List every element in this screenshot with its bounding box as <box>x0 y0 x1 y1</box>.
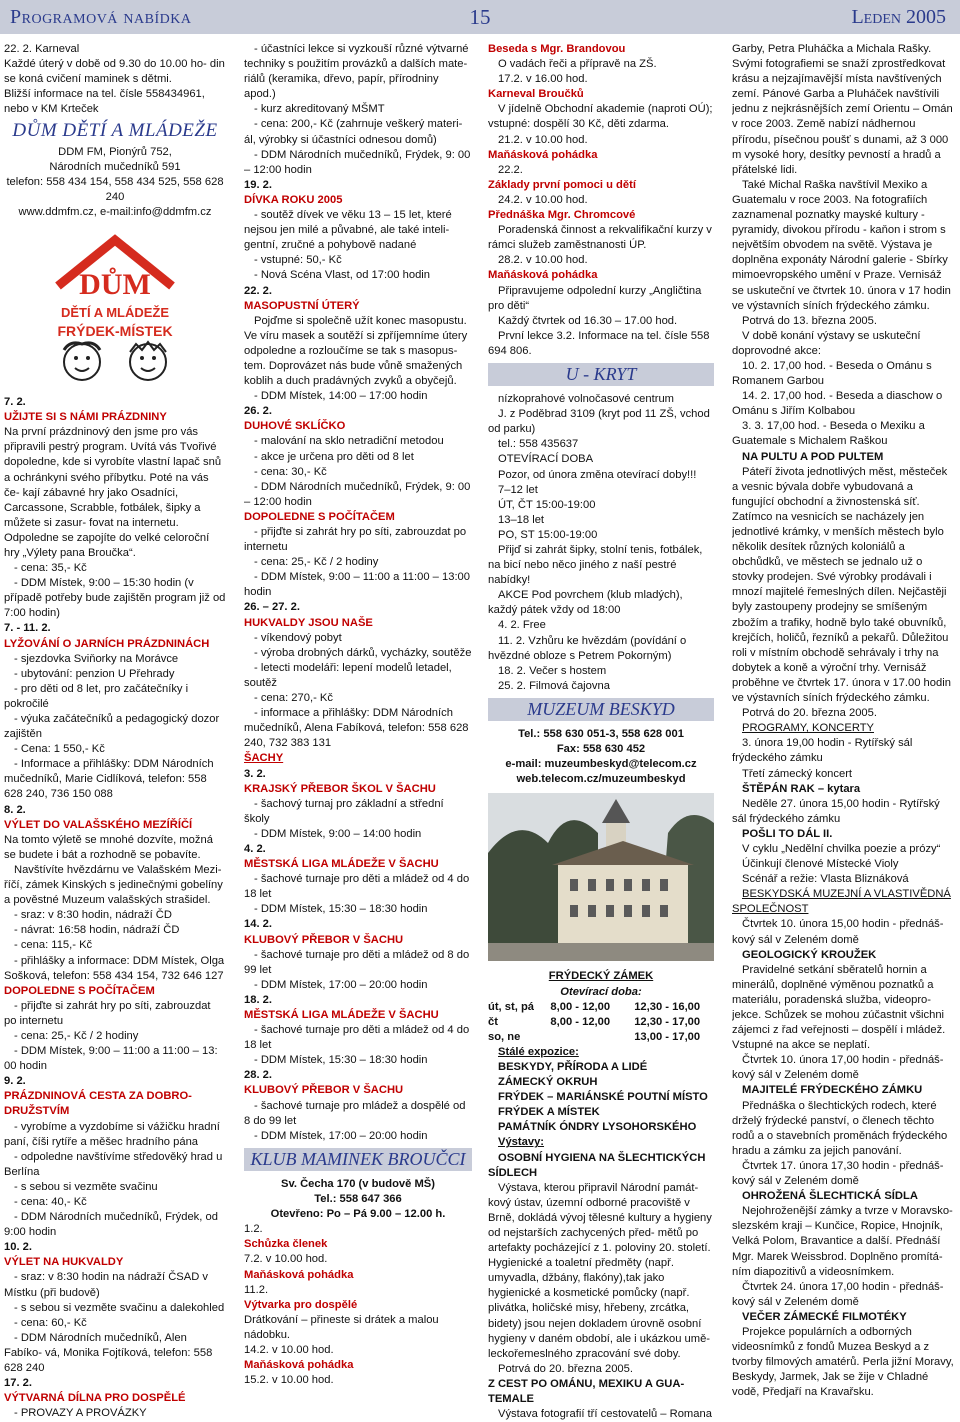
club-banner: KLUB MAMINEK BROUČCI <box>244 1148 472 1171</box>
program-line: - přijďte si zahrát hry po síti, zabrouzdat po internetu <box>4 999 211 1027</box>
section-title: Programová nabídka <box>10 6 192 28</box>
program-line: 21.2. v 10.00 hod. <box>498 133 588 146</box>
program-line: Navštívíte hvězdárnu ve Valašském Mezi- říčí, zámek Kinských s jedinečnými gobelíny a pověstné Muzeum valašských strašidel. <box>4 863 223 907</box>
boy-face <box>130 344 166 380</box>
address-line: Otevřeno: Po – Pá 9.00 – 12.00 h. <box>270 1208 446 1221</box>
program-line: - Informace a přihlášky: DDM Národních mučedníků, Marie Cidlíková, telefon: 558 628 240, 736 150 088 <box>4 758 214 801</box>
program-line: - výroba drobných dárků, vycházky, soutěže <box>254 646 472 659</box>
program-line: KRAJSKÝ PŘEBOR ŠKOL V ŠACHU <box>244 782 436 795</box>
program-line: MAJITELÉ FRÝDECKÉHO ZÁMKU <box>742 1084 923 1097</box>
program-line: Pravidelné setkání sběratelů hornin a minerálů, doplněné výměnou poznatků a materiálu, poradenská služba, videopro- jekce. Schůzek se mohou zúčastnit všichni zájemci z řad veřejnosti – dospělí i mládež. Vstupné na akce se neplatí. <box>732 963 946 1052</box>
program-line: 7. 2. <box>4 396 26 409</box>
program-line: PRÁZDNINOVÁ CESTA ZA DOBRO- DRUŽSTVÍM <box>4 1090 192 1118</box>
page-header <box>0 0 960 34</box>
column-4 <box>732 42 954 1400</box>
program-line: 25. 2. Filmová čajovna <box>498 679 610 692</box>
program-line: VÝLET DO VALAŠSKÉHO MEZÍŘÍČÍ <box>4 818 193 831</box>
program-line: 13–18 let <box>498 513 545 526</box>
program-line: 11.2. <box>244 1283 269 1296</box>
program-line: - cena: 35,- Kč <box>14 562 87 575</box>
program-line: Z CEST PO OMÁNU, MEXIKU A GUA- TEMALE <box>488 1377 685 1406</box>
program-line: Čtvrtek 17. února 17,30 hodin - přednáš- kový sál v Zeleném domě <box>732 1159 944 1188</box>
logo-text-1: DŮM <box>79 268 151 302</box>
program-line: V cyklu „Nedělní chvilka poezie a prózy“ <box>742 842 941 855</box>
zamek-title: FRÝDECKÝ ZÁMEK <box>548 970 654 983</box>
program-line: 7.2. v 10.00 hod. <box>244 1253 328 1266</box>
program-line: - účastníci lekce si vyzkouší různé výtvarné techniky s použitím provázků a dalších mate- riálů (keramika, dřevo, papír, přírodniny apod.) <box>244 43 469 101</box>
program-line: 24.2. v 10.00 hod. <box>498 193 588 206</box>
program-line: Na první prázdninový den jsme pro vás připravili pestrý program. Uvítá vás Tvořivé dopoledne, kde si vyrobíte vlastní lapač snů a ochránkyni svého příbytku. Poté na vás če- kají zábavné hry jako Osadníci, Carcassone, Scrabble, fotbálek, šipky a můžete si zasur- fovat na internetu. Odpoledne se zapojíte do velké celoroční hry „Výlety pana Broučka“. <box>4 426 222 559</box>
program-line: O vadách řeči a přípravě na ZŠ. <box>498 58 657 71</box>
program-line: - odpoledne navštívíme středověký hrad u Berlína <box>4 1150 223 1178</box>
program-line: - DDM Národních mučedníků, Frýdek, od 9:00 hodin <box>4 1211 218 1239</box>
program-line: 18. 2. <box>244 993 272 1006</box>
program-line: DUHOVÉ SKLÍČKO <box>244 420 346 433</box>
program-line: LYŽOVÁNÍ O JARNÍCH PRÁZDNINÁCH <box>4 637 210 650</box>
program-line: PROGRAMY, KONCERTY <box>742 722 874 735</box>
program-line: BESKYDSKÁ MUZEJNÍ A VLASTIVĚDNÁ SPOLEČNOST <box>732 888 951 916</box>
program-line: Čtvrtek 10. února 17,00 hodin - přednáš- kový sál v Zeleném domě <box>732 1054 944 1082</box>
program-line: - DDM Místek, 9:00 – 11:00 a 11:00 – 13: 00 hodin <box>4 1045 218 1073</box>
program-line: - DDM Místek, 17:00 – 20:00 hodin <box>254 1129 428 1142</box>
program-line: - šachové turnaje pro mládež a dospělé od 8 do 99 let <box>244 1099 466 1127</box>
intro-line: Bližší informace na tel. čísle 558434961, nebo v KM Krteček <box>4 88 205 116</box>
address-line: www.ddmfm.cz, e-mail:info@ddmfm.cz <box>18 205 212 218</box>
program-line: Přijď si zahrát šipky, stolní tenis, fotbálek, na bicí nebo něco jiného z naší pestré nabídky! <box>488 544 703 587</box>
program-line: 7. - 11. 2. <box>4 622 51 635</box>
program-line: Nejohroženější zámky a tvrze v Moravsko- slezském kraji – Kunčice, Ropice, Hnojník, Velká Polom, Bravantice a další. Přednáší Mgr. Marek Weissbrod. Doplněno promítá- ním diapozitivů a videosnímkem. <box>732 1205 953 1278</box>
program-line: Drátkování – přineste si drátek a malou nádobku. <box>244 1313 439 1341</box>
program-line: 18. 2. Večer s hostem <box>498 664 607 677</box>
program-line: - soutěž dívek ve věku 13 – 15 let, které nejsou jen milé a půvabné, ale také inteli- gentní, zručné a pohybově nadané <box>244 209 452 252</box>
program-line: Poradenská činnost a rekvalifikační kurzy v rámci služeb zaměstnanosti ÚP. <box>488 224 712 252</box>
program-line: - šachové turnaje pro děti a mládež od 8 do 99 let <box>244 948 470 976</box>
program-line: Čtvrtek 24. února 17,00 hodin - přednáš- kový sál v Zeleném domě <box>732 1280 944 1308</box>
program-line: - cena: 30,- Kč <box>254 465 327 478</box>
program-line: - pro děti od 8 let, pro začátečníky i pokročilé <box>4 682 189 710</box>
program-line: ZÁMECKÝ OKRUH <box>498 1076 598 1089</box>
program-line: DOPOLEDNE S POČÍTAČEM <box>4 984 155 997</box>
hours-cell: 13,00 - 17,00 <box>634 1030 701 1043</box>
program-line: Základy první pomoci u dětí <box>488 178 636 191</box>
program-line: - cena: 115,- Kč <box>14 939 93 952</box>
program-line: - vyrobíme a vyzdobíme si vážičku hradní paní, číši rytíře a měšec hradního pána <box>4 1120 220 1148</box>
program-line: J. z Poděbrad 3109 (kryt pod 11 ZŠ, vchod od parku) <box>488 408 710 436</box>
program-line: UŽIJTE SI S NÁMI PRÁZDNINY <box>4 411 167 424</box>
club-address <box>244 1177 472 1222</box>
program-line: DOPOLEDNE S POČÍTAČEM <box>244 510 395 523</box>
program-line: 28.2. v 10.00 hod. <box>498 254 588 267</box>
program-line: Stálé expozice: <box>498 1045 579 1058</box>
ukryt-info <box>488 392 714 694</box>
program-line: Maňásková pohádka <box>244 1359 354 1372</box>
program-line: HUKVALDY JSOU NAŠE <box>244 616 373 629</box>
program-line: Také Michal Raška navštívil Mexiko a Guatemalu v roce 2003. Na fotografiích zaznamenal poznatky mayské kultury - pyramidy, divokou přírodu - kaňon i strom s největším obvodem na světě. Výstava je doplněna exponáty Národní galerie - Sbírky mimoevropského umění v Praze. Vernisáž se uskuteční ve čtvrtek 10. února v 17 hodin ve výstavních síních frýdeckého zámku. <box>732 178 951 312</box>
girl-face <box>64 344 100 380</box>
program-line: - DDM Místek, 15:30 – 18:30 hodin <box>254 1054 428 1067</box>
program-line: - DDM Národních mučedníků, Frýdek, 9: 00 – 12:00 hodin <box>244 480 471 508</box>
program-line: První lekce 3.2. Informace na tel. čísle 558 694 806. <box>488 329 710 357</box>
program-line: Projekce populárních a odborných videosnímků z fondů Muzea Beskyd a z tvorby filmových amatérů. Perla jižní Moravy, Beskydy, Jarmek, Jak se žije v Chladné vodě, Předjaří na Kravařsku. <box>732 1325 954 1399</box>
intro-line: 22. 2. Karneval <box>4 43 80 55</box>
program-line: Připravujeme odpolední kurzy „Angličtina pro děti“ <box>488 284 702 312</box>
program-line: - ubytování: penzion U Přehrady <box>14 667 175 680</box>
ddm-title: DŮM DĚTÍ A MLÁDEŽE <box>12 120 218 142</box>
program-line: - letecti modeláři: lepení modelů letadel, soutěž <box>244 661 452 689</box>
program-line: 4. 2. Free <box>498 619 546 632</box>
program-line: - sraz: v 8:30 hodin, nádraží ČD <box>14 909 172 922</box>
program-line: - vstupné: 50,- Kč <box>254 254 342 267</box>
ddm-logo-graphic <box>30 224 200 384</box>
hours-row <box>488 1015 714 1030</box>
program-line: - šachové turnaje pro děti a mládež od 4 do 18 let <box>244 1024 470 1052</box>
program-line: - sjezdovka Sviňorky na Morávce <box>14 652 179 665</box>
program-line: V jídelně Obchodní akademie (naproti OÚ); vstupné: dospělí 30 Kč, děti zdarma. <box>488 103 713 131</box>
program-line: OHROŽENÁ ŠLECHTICKÁ SÍDLA <box>742 1190 918 1203</box>
program-line: Výtvarka pro dospělé <box>244 1298 358 1311</box>
program-line: Výstava, kterou připravil Národní památ- kový ústav, územní odborné pracoviště v Brně, dokládá vývoj tělesné kultury a hygieny od nejstarších zachycených před- mětů po artefakty pocházející z 1. poloviny 20. století. Hygienické a toaletní předměty (např. umyvadla, džbány, flakóny),tak jako hygienické a kosmetické pomůcky (např. plivátka, holičské misy, hřebeny, zrcátka, bidety) jsou nejen dokladem úrovně osobní hygieny v daném období, ale i ukázkou umě- leckořemeslného zpracování své doby. <box>488 1181 712 1360</box>
muzeum-contact <box>488 727 714 787</box>
program-line: 3. 2. <box>244 767 266 780</box>
program-line: - přijďte si zahrát hry po síti, zabrouzdat po internetu <box>244 526 467 554</box>
program-line: Beseda s Mgr. Brandovou <box>488 43 626 55</box>
program-line: - cena: 270,- Kč <box>254 692 333 705</box>
ukryt-banner: U - KRYT <box>488 363 714 386</box>
intro-line: Každé úterý v době od 9.30 do 10.00 ho- din se koná cvičení maminek s dětmi. <box>4 58 225 86</box>
program-line: - DDM Národních mučedníků, Alen Fabíko- vá, Monika Fojtíková, telefon: 558 628 240 <box>4 1331 213 1375</box>
program-line: 15.2. v 10.00 hod. <box>244 1374 334 1387</box>
program-line: - cena: 60,- Kč <box>14 1316 87 1329</box>
program-line: Maňásková pohádka <box>488 148 598 161</box>
program-line: 11. 2. Vzhůru ke hvězdám (povídání o hvězdné obloze s Petrem Pokorným) <box>488 634 687 662</box>
program-line: 22.2. <box>498 163 523 176</box>
program-line: 3. února 19,00 hodin - Rytířský sál frýdeckého zámku <box>732 737 913 765</box>
program-line: BESKYDY, PŘÍRODA A LIDÉ <box>498 1060 648 1073</box>
program-line: Potrvá do 20. března 2005. <box>498 1362 633 1375</box>
address-line: DDM FM, Pionýrů 752, <box>58 145 172 158</box>
program-line: Přednáška o šlechtických rodech, které drželý frýdecké panství, o členech těchto rodů a o stavebních proměnách frýdeckého hradu a zámku za jejich panování. <box>732 1099 948 1157</box>
program-line: - DDM Místek, 14:00 – 17:00 hodin <box>254 390 428 403</box>
program-line: VEČER ZÁMECKÉ FILMOTÉKY <box>742 1310 907 1323</box>
program-line: MĚSTSKÁ LIGA MLÁDEŽE V ŠACHU <box>244 858 439 871</box>
hours-cell: 8,00 - 12,00 <box>550 1000 611 1013</box>
contact-line: web.telecom.cz/muzeumbeskyd <box>516 773 686 786</box>
program-line: 7–12 let <box>498 483 538 496</box>
program-line: 26. 2. <box>244 405 272 418</box>
hours-cell: čt <box>488 1015 498 1028</box>
program-line: - Cena: 1 550,- Kč <box>14 743 105 756</box>
program-line: nízkoprahové volnočasové centrum <box>498 393 674 406</box>
hours-row <box>488 1000 714 1015</box>
hours-row <box>488 1030 714 1045</box>
program-line: Potrvá do 20. března 2005. <box>742 707 877 720</box>
program-line: 3. 3. 17,00 hod. - Beseda o Mexiku a Guatemale s Michalem Raškou <box>732 420 925 448</box>
program-line: 1.2. <box>244 1223 263 1236</box>
program-line: - návrat: 16:58 hodin, nádraží ČD <box>14 924 180 937</box>
contact-line: Tel.: 558 630 051-3, 558 628 001 <box>518 728 684 741</box>
program-line: Garby, Petra Pluháčka a Michala Rašky. Svými fotografiemi se snaží zprostředkovat krásu a nejzajímavější místa navštívených zemí. Pánové Garba a Pluháček navštívili jednu z nejkrásnějších zemí Orientu – Omán v roce 2003. Země nabízí nádhernou přírodu, písečnou poušť s dunami, až 3 000 m vysoké hory, desítky pevností a hradů a přátelské lidi. <box>732 43 953 176</box>
ddm-logo <box>4 224 226 389</box>
program-line: - víkendový pobyt <box>254 631 342 644</box>
program-line: - kurz akreditovaný MŠMT <box>254 103 385 116</box>
program-line: - cena: 25,- Kč / 2 hodiny <box>14 1029 139 1042</box>
program-line: 19. 2. <box>244 178 272 191</box>
program-line: 22. 2. <box>244 284 272 297</box>
program-line: Karneval Broučků <box>488 88 584 101</box>
program-line: Pojďme si společně užít konec masopustu. Ve víru masek a soutěží si zpříjemníme útery odpoledne a rozloučíme se tak s masopus- tem. Doprovázet nás bude vůně smažených koblih a duch pradávných zvyků a obyčejů. <box>244 314 468 388</box>
program-line: 10. 2. <box>4 1241 32 1254</box>
ddm-address <box>4 145 226 220</box>
program-line: - akce je určena pro děti od 8 let <box>254 450 414 463</box>
castle-photo <box>488 793 714 961</box>
hours-cell <box>550 1030 630 1045</box>
program-line: - DDM Národních mučedníků, Frýdek, 9: 00 – 12:00 hodin <box>244 148 471 176</box>
program-line: - přihlášky a informace: DDM Místek, Olga Sošková, telefon: 558 434 154, 732 646 127 <box>4 954 225 982</box>
program-line: tel.: 558 435637 <box>498 438 579 451</box>
program-line: Neděle 27. února 15,00 hodin - Rytířský sál frýdeckého zámku <box>732 797 940 825</box>
program-line: 17.2. v 16.00 hod. <box>498 73 588 86</box>
club-program-list <box>244 1222 472 1388</box>
program-line: Páteří života jednotlivých měst, městeček a vesnic bývala dobře vybudovaná a fungující obchodní a živnostenská síť. Zatímco na vesnicích se nacházely jen jednotlivé krámky, v menších městech bylo několik desítek různých koloniálů a obchůdků, ve městech se jednalo už o stovky prodejen. Své výrobky prodávali i mnozí majitelé řemeslných dílen. Nejčastěji byly zastoupeny prodejny se smíšeným zbožím a trafiky, hodně bylo také obuvníků, krejčích, holičů, řezníků a pekařů. Důležitou roli v místním obchodě sehrávaly i trhy na dobytek a koně a výroční trhy. Vernisáž proběhne ve čtvrtek 17. února v 17.00 hodin ve výstavních síních frýdeckého zámku. <box>732 465 951 705</box>
program-line: - malování na sklo netradiční metodou <box>254 435 444 448</box>
club-program-list-cont <box>488 42 714 359</box>
ddm-program-list-cont <box>244 42 472 1144</box>
castle-image <box>488 793 714 961</box>
program-line: - Nová Scéna Vlast, od 17:00 hodin <box>254 269 431 282</box>
program-line: 14. 2. <box>244 918 272 931</box>
program-line: ÚT, ČT 15:00-19:00 <box>498 498 596 511</box>
program-line: KLUBOVÝ PŘEBOR V ŠACHU <box>244 1084 404 1097</box>
program-line: - DDM Místek, 9:00 – 15:30 hodin (v případě potřeby bude zajištěn program již od 7:00 hodin) <box>4 577 226 620</box>
program-line: Scénář a režie: Vlasta Bliznáková <box>742 873 909 886</box>
program-line: VÝLET NA HUKVALDY <box>4 1256 124 1269</box>
program-line: - s sebou si vezměte svačinu <box>14 1180 158 1193</box>
hours-title: Otevírací doba: <box>560 985 642 998</box>
program-line: Výstava fotografií tří cestovatelů – Romana <box>498 1408 712 1421</box>
page-number: 15 <box>469 5 491 29</box>
program-line: - informace a přihlášky: DDM Národních mučedníků, Alena Fabíková, telefon: 558 628 240, 732 383 131 <box>244 707 469 750</box>
program-line: 8. 2. <box>4 803 26 816</box>
program-line: Každý čtvrtek od 16.30 – 17.00 hod. <box>498 314 678 327</box>
program-line: OTEVÍRACÍ DOBA <box>498 453 594 466</box>
program-line: ŠACHY <box>244 752 284 765</box>
program-line: V době konání výstavy se uskuteční doprovodné akce: <box>732 329 921 357</box>
program-line: AKCE Pod povrchem (klub mladých), každý pátek vždy od 18:00 <box>488 589 683 617</box>
program-line: POŠLI TO DÁL II. <box>742 827 833 840</box>
program-line: FRÝDEK A MÍSTEK <box>498 1106 600 1119</box>
program-line: 4. 2. <box>244 842 266 855</box>
program-line: - sraz: v 8:30 hodin na nádraží ČSAD v Místku (při budově) <box>4 1271 209 1299</box>
program-line: - DDM Místek, 9:00 – 11:00 a 11:00 – 13:00 hodin <box>244 571 470 599</box>
program-line: 26. – 27. 2. <box>244 601 300 614</box>
program-line: - cena: 200,- Kč (zahrnuje veškerý materi- ál, výrobky si účastníci odnesou domů) <box>244 118 463 146</box>
address-line: Sv. Čecha 170 (v budově MŠ) <box>281 1177 435 1190</box>
program-line: - DDM Místek, 15:30 – 18:30 hodin <box>254 903 428 916</box>
exhibitions-list <box>488 1045 714 1422</box>
program-line: MĚSTSKÁ LIGA MLÁDEŽE V ŠACHU <box>244 1009 439 1021</box>
program-line: GEOLOGICKÝ KROUŽEK <box>742 948 877 961</box>
program-line: DÍVKA ROKU 2005 <box>244 193 343 206</box>
program-line: - cena: 40,- Kč <box>14 1196 87 1208</box>
program-line: - DDM Místek, 17:00 – 20:00 hodin <box>254 978 428 991</box>
program-line: 14. 2. 17,00 hod. - Beseda a diaschow o Ománu s Jiřím Kolbabou <box>732 390 943 418</box>
program-line: Pozor, od února změna otevírací doby!!! <box>498 468 697 481</box>
program-line: Potrvá do 13. března 2005. <box>742 314 877 327</box>
program-line: 28. 2. <box>244 1069 272 1082</box>
program-line: OSOBNÍ HYGIENA NA ŠLECHTICKÝCH SÍDLECH <box>488 1151 706 1179</box>
column-2 <box>244 42 472 1388</box>
program-line: Maňásková pohádka <box>488 269 598 282</box>
hours-cell: 12,30 - 16,00 <box>634 1000 701 1013</box>
hours-cell: 12,30 - 17,00 <box>634 1015 701 1028</box>
intro-block <box>4 42 226 117</box>
program-line: Schůzka členek <box>244 1238 328 1251</box>
hours-cell: so, ne <box>488 1030 521 1043</box>
program-line: 9. 2. <box>4 1075 26 1088</box>
program-line: Maňásková pohádka <box>244 1268 354 1281</box>
address-line: Národních mučedníků 591 <box>49 160 181 173</box>
program-line: Přednáška Mgr. Chromcové <box>488 209 636 222</box>
program-line: - PROVAZY A PROVÁZKY <box>14 1407 147 1420</box>
hours-cell: 8,00 - 12,00 <box>550 1015 611 1028</box>
column-1 <box>4 42 226 1421</box>
contact-line: Fax: 558 630 452 <box>556 743 646 756</box>
program-line: Třetí zámecký koncert <box>742 767 853 780</box>
program-line: - s sebou si vezměte svačinu a dalekohled <box>14 1301 225 1314</box>
program-line: VÝTVARNÁ DÍLNA PRO DOSPĚLÉ <box>4 1392 186 1405</box>
contact-line: e-mail: muzeumbeskyd@telecom.cz <box>505 758 697 771</box>
program-line: MASOPUSTNÍ ÚTERÝ <box>244 299 360 312</box>
address-line: Tel.: 558 647 366 <box>314 1193 402 1206</box>
program-line: - cena: 25,- Kč / 2 hodiny <box>254 556 379 569</box>
program-line: - výuka začátečníků a pedagogický dozor zajištěn <box>4 713 220 741</box>
hours-cell: út, st, pá <box>488 1000 534 1013</box>
logo-text-2: DĚTÍ A MLÁDEŽE <box>60 305 170 321</box>
program-line: 14.2. v 10.00 hod. <box>244 1343 334 1356</box>
program-line: - šachový turnaj pro základní a střední školy <box>244 797 444 825</box>
opening-hours <box>488 1000 714 1045</box>
museum-program-list <box>732 42 954 1400</box>
program-line: PO, ST 15:00-19:00 <box>498 528 598 541</box>
program-line: - DDM Místek, 9:00 – 14:00 hodin <box>254 827 422 840</box>
ddm-program-list <box>4 395 226 1421</box>
program-line: Na tomto výletě se mnohé dozvíte, možná se budete i bát a rozhodně se pobavíte. <box>4 833 213 861</box>
program-line: - šachové turnaje pro děti a mládež od 4 do 18 let <box>244 873 470 901</box>
address-line: telefon: 558 434 154, 558 434 525, 558 628 240 <box>6 175 224 203</box>
column-3 <box>488 42 714 1422</box>
logo-text-3: FRÝDEK-MÍSTEK <box>57 323 173 340</box>
program-line: 10. 2. 17,00 hod. - Beseda o Ománu s Romanem Garbou <box>732 359 932 388</box>
program-line: Účinkují členové Místecké Violy <box>742 858 899 871</box>
program-line: NA PULTU A POD PULTEM <box>742 450 884 463</box>
program-line: ŠTĚPÁN RAK – kytara <box>742 782 861 795</box>
program-line: KLUBOVÝ PŘEBOR V ŠACHU <box>244 933 404 946</box>
program-line: PAMÁTNÍK ÓNDRY LYSOHORSKÉHO <box>498 1121 697 1134</box>
program-line: Čtvrtek 10. února 15,00 hodin - přednáš- kový sál v Zeleném domě <box>732 918 944 946</box>
program-line: Výstavy: <box>498 1136 545 1149</box>
program-line: 17. 2. <box>4 1377 32 1390</box>
program-line: FRÝDEK – MARIÁNSKÉ POUTNÍ MÍSTO <box>498 1091 708 1104</box>
issue-date: Leden 2005 <box>851 6 946 28</box>
muzeum-banner: MUZEUM BESKYD <box>488 698 714 721</box>
